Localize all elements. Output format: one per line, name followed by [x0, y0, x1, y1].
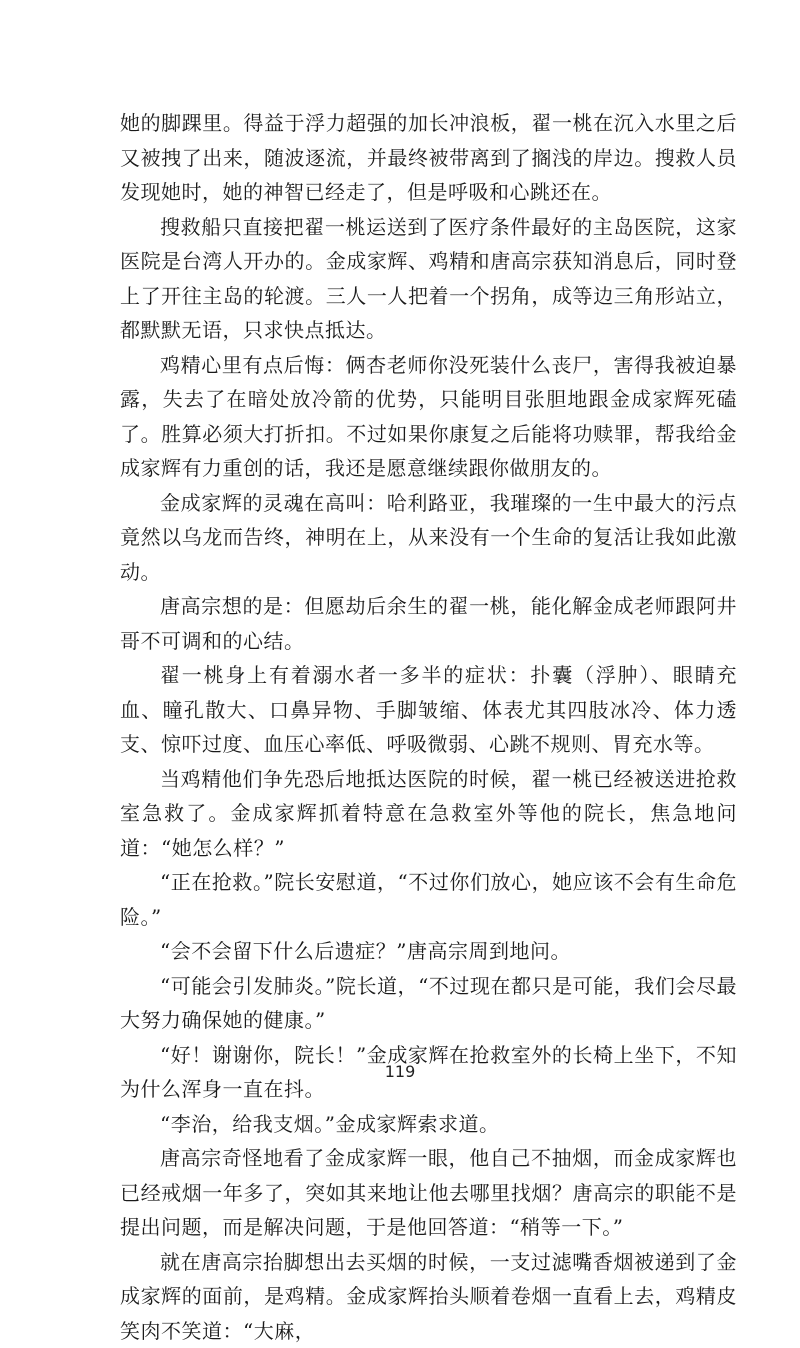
paragraph-4: 金成家辉的灵魂在高叫：哈利路亚，我璀璨的一生中最大的污点竟然以乌龙而告终，神明在上，从来没有一个生命的复活让我如此激动。 [120, 486, 737, 590]
paragraph-9: “会不会留下什么后遗症？”唐高宗周到地问。 [120, 934, 737, 969]
paragraph-3: 鸡精心里有点后悔：俩杏老师你没死装什么丧尸，害得我被迫暴露，失去了在暗处放冷箭的优势，只能明目张胆地跟金成家辉死磕了。胜算必须大打折扣。不过如果你康复之后能将功赎罪，帮我给金成家辉有力重创的话，我还是愿意继续跟你做朋友的。 [120, 348, 737, 486]
paragraph-11: “好！谢谢你，院长！”金成家辉在抢救室外的长椅上坐下，不知为什么浑身一直在抖。 [120, 1038, 737, 1107]
page-body [120, 106, 737, 1348]
paragraph-13: 唐高宗奇怪地看了金成家辉一眼，他自己不抽烟，而金成家辉也已经戒烟一年多了，突如其来地让他去哪里找烟？唐高宗的职能不是提出问题，而是解决问题，于是他回答道：“稍等一下。” [120, 1141, 737, 1245]
paragraph-6: 翟一桃身上有着溺水者一多半的症状：扑囊（浮肿）、眼睛充血、瞳孔散大、口鼻异物、手脚皱缩、体表尤其四肢冰冷、体力透支、惊吓过度、血压心率低、呼吸微弱、心跳不规则、胃充水等。 [120, 658, 737, 762]
page-number: 119 [0, 1062, 800, 1081]
paragraph-12: “李治，给我支烟。”金成家辉索求道。 [120, 1107, 737, 1142]
paragraph-1: 她的脚踝里。得益于浮力超强的加长冲浪板，翟一桃在沉入水里之后又被拽了出来，随波逐流，并最终被带离到了搁浅的岸边。搜救人员发现她时，她的神智已经走了，但是呼吸和心跳还在。 [120, 106, 737, 210]
paragraph-14: 就在唐高宗抬脚想出去买烟的时候，一支过滤嘴香烟被递到了金成家辉的面前，是鸡精。金成家辉抬头顺着卷烟一直看上去，鸡精皮笑肉不笑道：“大麻， [120, 1245, 737, 1348]
paragraph-5: 唐高宗想的是：但愿劫后余生的翟一桃，能化解金成老师跟阿井哥不可调和的心结。 [120, 589, 737, 658]
paragraph-7: 当鸡精他们争先恐后地抵达医院的时候，翟一桃已经被送进抢救室急救了。金成家辉抓着特意在急救室外等他的院长，焦急地问道：“她怎么样？” [120, 762, 737, 866]
paragraph-10: “可能会引发肺炎。”院长道，“不过现在都只是可能，我们会尽最大努力确保她的健康。” [120, 969, 737, 1038]
paragraph-8: “正在抢救。”院长安慰道，“不过你们放心，她应该不会有生命危险。” [120, 865, 737, 934]
paragraph-2: 搜救船只直接把翟一桃运送到了医疗条件最好的主岛医院，这家医院是台湾人开办的。金成家辉、鸡精和唐高宗获知消息后，同时登上了开往主岛的轮渡。三人一人把着一个拐角，成等边三角形站立，都默默无语，只求快点抵达。 [120, 210, 737, 348]
